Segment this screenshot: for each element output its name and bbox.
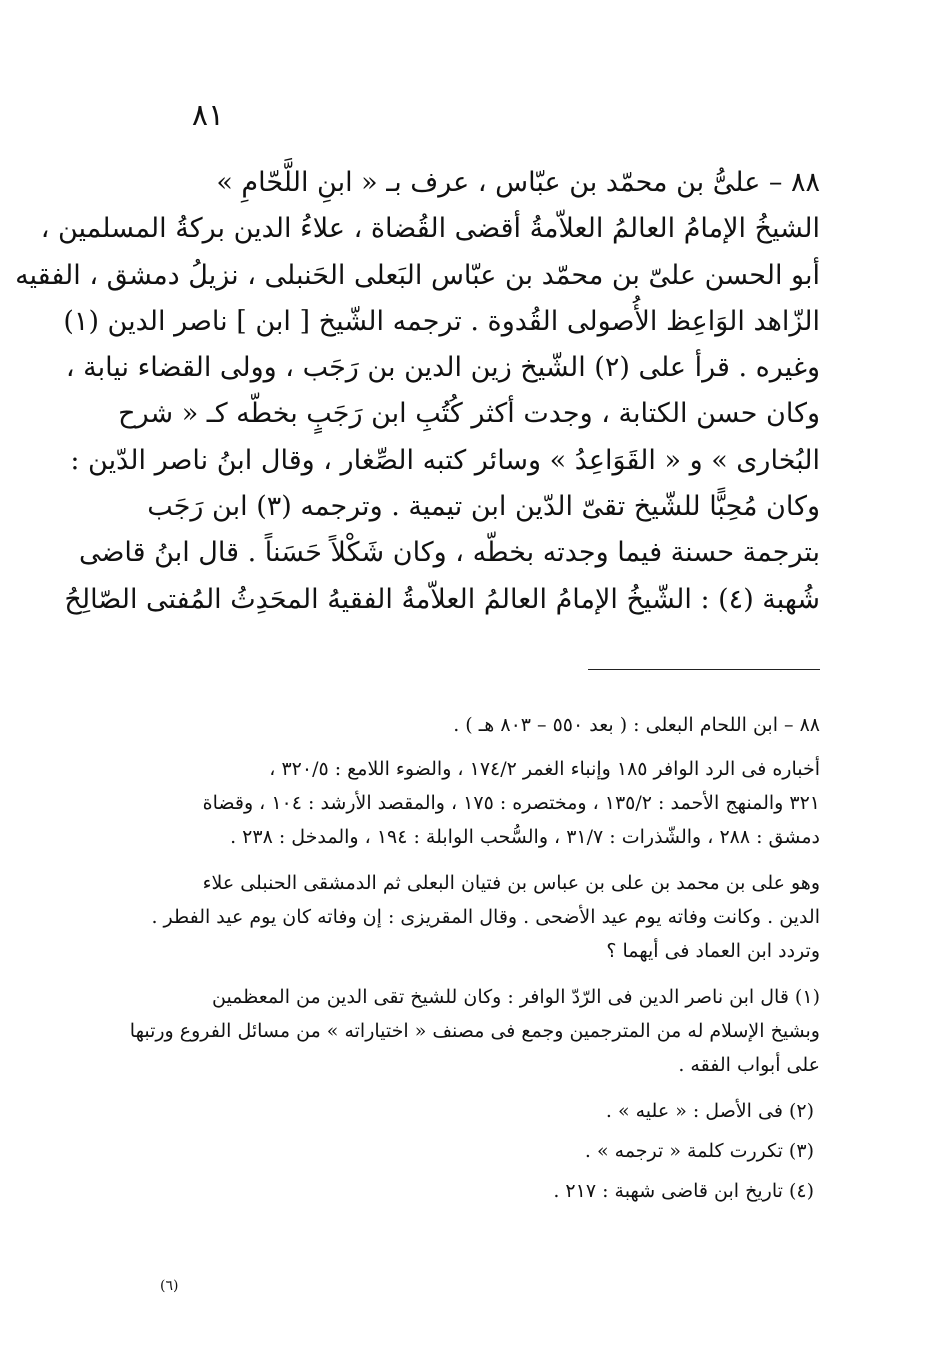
main-text-line: شُهبة (٤) : الشّيخُ الإمامُ العالمُ العلاّمةُ الفقيهُ المحَدِثُ المُفتى الصّالِحُ: [64, 583, 820, 615]
footnotes-section: [129, 708, 820, 1214]
main-text-line: أبو الحسن علىّ بن محمّد بن عبّاس البَعلى الحَنبلى ، نزيلُ دمشق ، الفقيه: [15, 259, 820, 291]
main-text-line: البُخارى » و « القَوَاعِدُ » وسائر كتبه الصِّغار ، وقال ابنُ ناصر الدّين :: [70, 444, 820, 476]
footnote-3: (٣) تكررت كلمة « ترجمه » .: [584, 1140, 814, 1162]
main-text-line: وكان مُحِبًّا للشّيخ تقىّ الدّين ابن تيمية . وترجمه (٣) ابن رَجَب: [147, 491, 820, 523]
footnote-line: وهو على بن محمد بن على بن عباس بن فتيان البعلى ثم الدمشقى الحنبلى علاء: [202, 872, 820, 894]
footnote-separator: [588, 669, 820, 670]
footnote-entry-header: ٨٨ – ابن اللحام البعلى : ( بعد ٥٥٠ – ٨٠٣ هـ ) .: [453, 714, 820, 736]
main-text-line: ٨٨ – علىُّ بن محمّد بن عبّاس ، عرف بـ « ابنِ اللَّحّامِ »: [216, 167, 820, 198]
footnote-sources: [158, 752, 820, 854]
footnote-line: الدين . وكانت وفاته يوم عيد الأضحى . وقال المقريزى : إن وفاته كان يوم عيد الفطر .: [151, 906, 820, 928]
main-text-line: الزّاهد الوَاعِظ الأُصولى القُدوة . ترجمه الشّيخ [ ابن ] ناصر الدين (١): [63, 305, 820, 337]
footnote-line: (١) قال ابن ناصر الدين فى الرّدّ الوافر : وكان للشيخ تقى الدين من المعظمين: [211, 986, 820, 1008]
main-text-line: بترجمة حسنة فيما وجدته بخطّه ، وكان شَكْلاً حَسَناً . قال ابنُ قاضى: [79, 537, 820, 569]
page-number: ٨١: [191, 98, 225, 133]
footnote-line: دمشق : ٢٨٨ ، والشّذرات : ٣١/٧ ، والسُّحب الوابلة : ١٩٤ ، والمدخل : ٢٣٨ .: [230, 826, 820, 848]
footnote-line: وبشيخ الإسلام له من المترجمين وجمع فى مصنف « اختياراته » من مسائل الفروع ورتبها: [129, 1020, 820, 1042]
footnote-1: [129, 980, 820, 1082]
signature-mark: (٦): [160, 1278, 179, 1294]
footnote-line: ٣٢١ والمنهج الأحمد : ١٣٥/٢ ، ومختصره : ١٧٥ ، والمقصد الأرشد : ١٠٤ ، وقضاة: [202, 792, 820, 814]
footnote-bio: [151, 866, 820, 968]
main-text-line: وغيره . قرأ على (٢) الشّيخ زين الدين بن رَجَب ، وولى القضاء نيابة ،: [65, 352, 820, 384]
footnote-2: (٢) فى الأصل : « عليه » .: [605, 1100, 814, 1122]
footnote-line: أخباره فى الرد الوافر ١٨٥ وإنباء الغمر ١٧٤/٢ ، والضوء اللامع : ٣٢٠/٥ ،: [269, 758, 820, 780]
footnote-line: وتردد ابن العماد فى أيهما ؟: [606, 940, 820, 962]
main-text-line: الشيخُ الإمامُ العالمُ العلاّمةُ أقضى القُضاة ، علاءُ الدين بركةُ المسلمين ،: [40, 213, 820, 245]
main-text-line: وكان حسن الكتابة ، وجدت أكثر كُتُبِ ابن رَجَبٍ بخطّه كـ « شرح: [118, 398, 820, 430]
footnote-line: على أبواب الفقه .: [678, 1054, 820, 1076]
biography-main-text: [15, 160, 820, 623]
footnote-4: (٤) تاريخ ابن قاضى شهبة : ٢١٧ .: [553, 1180, 814, 1202]
